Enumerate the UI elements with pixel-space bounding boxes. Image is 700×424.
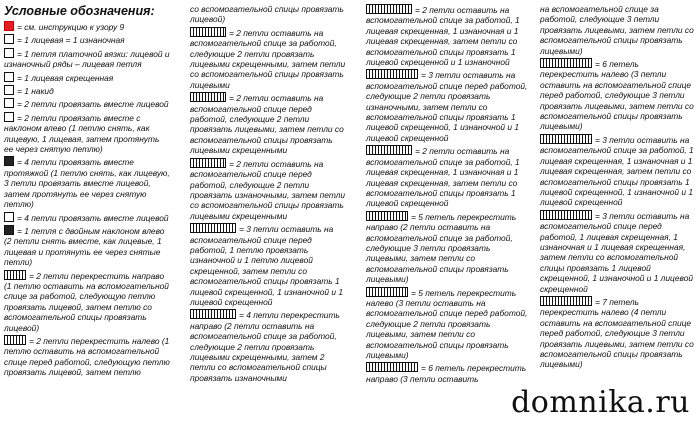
- watermark: domnika.ru: [511, 385, 690, 420]
- cable-5-symbol: [366, 145, 412, 155]
- legend-item: = 4 петли перекрестить направо (2 петли оставить на вспомогательной спице за работой, следующие 2 петли провязать лицевыми скрещенными, затем 2 петли со вспомогательной спицы провязать изнаночными: [190, 310, 340, 383]
- cable-6-symbol: [366, 362, 418, 372]
- legend-item: = 3 петли оставить на вспомогательной спице за работой, 1 лицевая скрещенная, 1 изнаночная и 1 лицевая скрещенная, затем петли со вспомогательной спицы провязать 1 лицевой скрещенной, 1 изнаночной и 1 лицевой скрещенной: [540, 134, 694, 208]
- cable-4-symbol: [190, 27, 226, 37]
- legend-item: со вспомогательной спицы провязать лицевой): [190, 4, 344, 25]
- legend-item: = см. инструкцию к узору 9: [4, 21, 170, 32]
- legend-title: Условные обозначения:: [4, 4, 155, 18]
- cross-right-symbol: [4, 270, 26, 280]
- k4tog-symbol: [4, 212, 14, 222]
- cable-5-symbol: [190, 223, 236, 233]
- legend-column-4: [540, 4, 696, 372]
- legend-item: = 6 петель перекрестить направо (3 петли оставить: [366, 363, 527, 384]
- cross-left-symbol: [4, 335, 26, 345]
- cable-6-symbol: [540, 210, 592, 220]
- legend-item: = 2 петли провязать вместе с наклоном влево (1 петлю снять, как лицевую, 1 лицевая, затем протянуть ее через снятую петлю): [4, 112, 160, 155]
- legend-item: = 5 петель перекрестить направо (2 петли оставить на вспомогательной спице за работой, следующие 3 петли провязать лицевыми, затем петли со вспомогательной спицы провязать лицевыми): [366, 211, 517, 285]
- legend-item: = 2 петли перекрестить налево (1 петлю оставить на вспомогательной спице перед работой, следующую петлю провязать лицевой, затем петлю: [4, 335, 170, 378]
- legend-item: = 1 накид: [4, 85, 170, 96]
- yarn-over-symbol: [4, 85, 14, 95]
- knit-symbol: [4, 34, 14, 44]
- legend-column-2: [190, 4, 350, 385]
- legend-item: = 7 петель перекрестить налево (4 петли оставить на вспомогательной спице перед работой, следующие 3 петли провязать лицевыми, затем петли со вспомогательной спицы провязать лицевыми): [540, 296, 694, 370]
- cable-6-symbol: [540, 134, 592, 144]
- legend-item: = 4 петли провязать вместе лицевой: [4, 212, 170, 223]
- legend-item: = 1 петля с двойным наклоном влево (2 петли снять вместе, как лицевые, 1 лицевая и протянуть ее через снятые петли): [4, 225, 165, 268]
- garter-symbol: [4, 48, 14, 58]
- legend-item: на вспомогательной спице за работой, следующие 3 петли провязать лицевыми, затем петли со вспомогательной спицы провязать лицевыми): [540, 4, 694, 56]
- k2tog-symbol: [4, 98, 14, 108]
- cable-5-symbol: [366, 211, 408, 221]
- cable-5-symbol: [366, 69, 418, 79]
- cable-7-symbol: [540, 296, 592, 306]
- legend-item: = 3 петли оставить на вспомогательной спице перед работой, следующие 2 петли провязать изнаночными, затем петли со вспомогательной спицы провязать 1 лицевой скрещенной, 1 изнаночной и 1 лицевой скрещенной: [366, 70, 528, 143]
- legend-column-1: [4, 4, 170, 380]
- cable-4-symbol: [190, 92, 226, 102]
- cable-4-symbol: [190, 158, 226, 168]
- legend-item: = 2 петли оставить на вспомогательной спице перед работой, следующие 2 петли провязать лицевыми, затем петли со вспомогательной спицы провязать лицевыми скрещенными: [190, 93, 344, 156]
- legend-item: = 1 лицевая = 1 изнаночная: [4, 34, 170, 45]
- legend-item: = 1 петля платочной вязки: лицевой и изнаночный ряды – лицевая петля: [4, 48, 170, 70]
- legend-item: = 4 петли провязать вместе протяжкой (1 петлю снять, как лицевую, 3 петли провязать вместе лицевой, затем протянуть ее через снятую петлю): [4, 157, 170, 210]
- k4tog-tbl-symbol: [4, 156, 14, 166]
- legend-item: = 3 петли оставить на вспомогательной спице перед работой, 1 петлю провязать изнаночной и 1 петлю лицевой скрещенной, затем петли со вспомогательной спицы провязать 1 лицевой скрещенной, 1 изнаночной и 1 лицевой скрещенной: [190, 224, 344, 307]
- red-square-symbol: [4, 21, 14, 31]
- legend-item: = 5 петель перекрестить налево (3 петли оставить на вспомогательной спице перед работой, следующие 2 петли провязать лицевыми, затем петли со вспомогательной спицы провязать лицевыми): [366, 287, 528, 360]
- legend-item: = 2 петли провязать вместе лицевой: [4, 98, 170, 109]
- legend-item: = 2 петли оставить на вспомогательной спице за работой, 1 лицевая скрещенная, 1 изнаночная и 1 лицевая скрещенная, затем петли со вспомогательной спицы провязать 1 лицевой скрещенной: [366, 146, 520, 209]
- cable-5-symbol: [366, 4, 412, 14]
- legend-item: = 2 петли оставить на вспомогательной спице перед работой, следующие 2 петли провязать изнаночными, затем петли со вспомогательной спицы провязать лицевыми скрещенными: [190, 158, 346, 221]
- legend-item: = 3 петли оставить на вспомогательной спице перед работой, 1 лицевая скрещенная, 1 изнаночная и 1 лицевая скрещенная, затем петли со вспомогательной спицы провязать 1 лицевой скрещенной, 1 изнаночной и 1 лицевой скрещенной: [540, 210, 694, 294]
- legend-item: = 2 петли оставить на вспомогательной спице за работой, следующие 2 петли провязать лицевыми скрещенными, затем петли со вспомогательной спицы провязать лицевыми: [190, 27, 346, 90]
- cable-5-symbol: [366, 287, 408, 297]
- legend-item: = 2 петли перекрестить направо (1 петлю оставить на вспомогательной спице за работой, следующую петлю провязать лицевой, затем петлю со вспомогательной спицы провязать лицевой): [4, 270, 169, 333]
- cable-4-symbol: [190, 309, 236, 319]
- legend-item: = 2 петли оставить на вспомогательной спице за работой, 1 лицевая скрещенная, 1 изнаночная и 1 лицевая скрещенная, затем петли со вспомогательной спицы провязать 1 лицевой скрещенной и 1 изнаночной: [366, 5, 520, 68]
- ssk-symbol: [4, 112, 14, 122]
- twisted-knit-symbol: [4, 72, 14, 82]
- cable-6-symbol: [540, 58, 592, 68]
- legend-item: = 6 петель перекрестить налево (3 петли оставить на вспомогательной спице перед работой, следующие 3 петли провязать лицевыми, затем петли со вспомогательной спицы провязать лицевыми): [540, 59, 694, 132]
- legend-column-3: [366, 4, 530, 386]
- legend-item: = 1 лицевая скрещенная: [4, 72, 170, 83]
- double-decrease-symbol: [4, 225, 14, 235]
